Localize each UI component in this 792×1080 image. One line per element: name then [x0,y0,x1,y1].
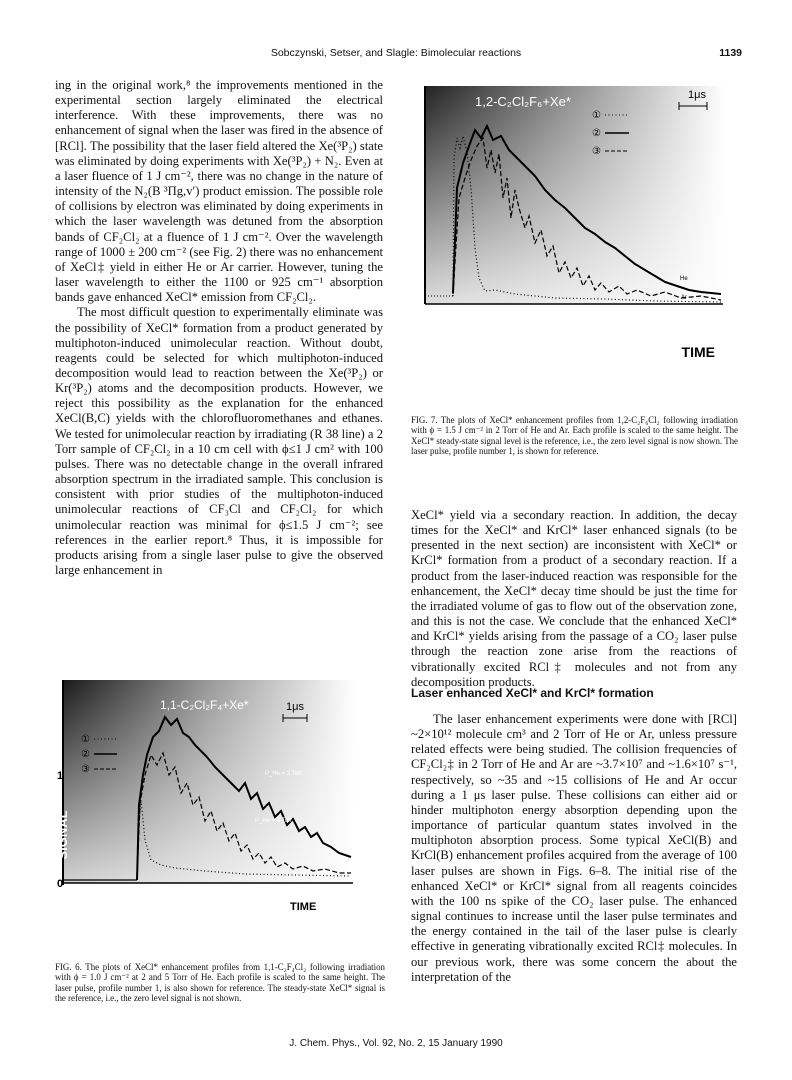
figure-7-plot [405,78,735,390]
figure-6-annotation-5torr: P_He = 5 Torr [255,818,293,824]
figure-6-tick-1: 1 [57,770,64,782]
right-paragraph-1: XeCl* yield via a secondary reaction. In addition, the decay times for the XeCl* and KrCl* laser enhanced signals (to be presented in the next section) are inconsistent with XeCl* or KrCl* formation from a product of a secondary reaction. If a product from the laser-induced reaction was responsible for the enhancement, the XeCl* decay time should be just the time for the irradiated volume of gas to flow out of the observation zone, and this is not the case. We conclude that the enhanced XeCl* and KrCl* yields arising from the passage of a CO₂ laser pulse through the reaction zone arise from the reactions of vibrationally excited RCl‡ molecules and not from any decomposition products. [411,508,737,689]
left-paragraph-1: ing in the original work,⁸ the improvements mentioned in the experimental section largely eliminated the electrical interference. With these improvements, there was no enhancement of signal when the laser was fired in the absence of [RCl]. The possibility that the laser field altered the Xe(³P₂) state was eliminated by doing experiments with Xe(³P₂) + N₂. Even at a laser fluence of 1 J cm⁻², there was no change in the nature of intensity of the N₂(B ³Πg,v′) product emission. The possible role of collisions by electron was eliminated by doing experiments in which the laser wavelength was detuned from the absorption bands of CF₂Cl₂ at a fluence of 1 J cm⁻². Over the wavelength range of 1000 ± 200 cm⁻² (see Fig. 2) there was no enhancement of XeCl‡ yield in either He or Ar carrier. However, tuning the laser wavelength to either the 1100 or 925 cm⁻¹ absorption bands gave enhanced XeCl* emission from CF₂Cl₂. [55,78,383,305]
figure-7-caption: FIG. 7. The plots of XeCl* enhancement profiles from 1,2-C₂F₆Cl₂ following irradiation with ϕ = 1.5 J cm⁻² in 2 Torr of He and Ar. Each profile is scaled to the same height. The XeCl* steady-state signal level is the reference, i.e., the zero level signal is now shown. The laser pulse, profile number 1, is shown for reference. [411,415,738,457]
page-number: 1139 [719,47,742,59]
figure-6-xlabel: TIME [290,901,317,913]
right-column-bottom [411,712,737,985]
figure-6-title: 1,1-C₂Cl₂F₄+Xe* [160,698,249,712]
legend-item-1: ① [592,110,601,121]
figure-6-plot [55,675,365,917]
figure-7-scale-label: 1μs [688,89,706,101]
figure-6 [55,675,365,917]
figure-7-xlabel: TIME [681,344,715,360]
figure-7-ylabel: SIGNAL [407,113,422,163]
running-header [0,47,792,63]
figure-6-tick-0: 0 [57,878,64,890]
legend-item-2: ② [81,749,90,760]
legend-item-1: ① [81,734,90,745]
left-column [55,78,383,578]
right-column-top [411,508,737,690]
figure-6-scale-label: 1μs [286,701,304,713]
header-title: Sobczynski, Setser, and Slagle: Bimolecular reactions [270,47,522,59]
legend-item-3: ③ [81,764,90,775]
figure-7-title: 1,2-C₂Cl₂F₆+Xe* [475,94,571,109]
figure-6-annotation-2torr: P_He = 2 Torr [265,771,303,777]
legend-item-2: ② [592,128,601,139]
section-heading: Laser enhanced XeCl* and KrCl* formation [411,686,654,700]
figure-6-ylabel: SIGNAL [55,810,70,860]
figure-6-caption: FIG. 6. The plots of XeCl* enhancement profiles from 1,1-C₂F₄Cl₂ following irradiation with ϕ = 1.0 J cm⁻² at 2 and 5 Torr of He. Each profile is scaled to the same height. The laser pulse, profile number 1, is also shown for reference. The steady-state XeCl* signal is the reference, i.e., the zero level signal is not shown. [55,962,385,1004]
figure-7-ar-label: Ar [681,295,687,301]
left-paragraph-2: The most difficult question to experimentally eliminate was the possibility of XeCl* formation from a product generated by multiphoton-induced unimolecular reaction. Without doubt, reagents could be selected for which multiphoton-induced decomposition would lead to reaction between the Xe(³P₂) or Kr(³P₂) atoms and the decomposition products. However, we reject this possibility as the explanation for the enhanced XeCl(B,C) yields with the chlorofluoromethanes and ethanes. We tested for unimolecular reaction by irradiating (R 38 line) a 2 Torr sample of CF₂Cl₂ in a 10 cm cell with ϕ≤1 J cm² with 100 pulses. There was no detectable change in the overall infrared absorption spectrum in the irradiated sample. This conclusion is consistent with prior studies of the multiphoton-induced unimolecular reactions of CF₃Cl and CF₂Cl₂ for which unimolecular reaction was minimal for ϕ≤1.5 J cm⁻²; see references in the earlier report.⁸ Thus, it is impossible for products arising from a single laser pulse to give the observed large enhancement in [55,305,383,577]
right-paragraph-2: The laser enhancement experiments were done with [RCl] ~2×10¹² molecule cm³ and 2 Torr of He or Ar, unless pressure related effects were being studied. The collision frequencies of CF₂Cl₂‡ in 2 Torr of He and Ar are ~3.7×10⁷ and ~1.6×10⁷ s⁻¹, respectively, so ~35 and ~15 collisions of He and Ar occur during a 1 μs laser pulse. These collisions can either aid or hinder multiphoton energy absorption depending upon the importance of particular quantum states involved in the multiphoton absorption process. Some typical XeCl(B) and KrCl(B) enhancement profiles acquired from the average of 100 laser pulses are shown in Figs. 6–8. The initial rise of the enhanced XeCl* or KrCl* signal from all reagents coincides with the 100 ns spike of the CO₂ laser pulse. The enhanced signal continues to increase until the laser pulse terminates and the energy contained in the tail of the laser pulse is clearly effective in generating vibrationally excited RCl‡ molecules. In our previous work, there was some concern the about the interpretation of the [411,712,737,984]
legend-item-3: ③ [592,146,601,157]
footer: J. Chem. Phys., Vol. 92, No. 2, 15 January 1990 [289,1038,503,1049]
figure-7 [405,78,735,390]
figure-7-he-label: He [680,276,688,282]
